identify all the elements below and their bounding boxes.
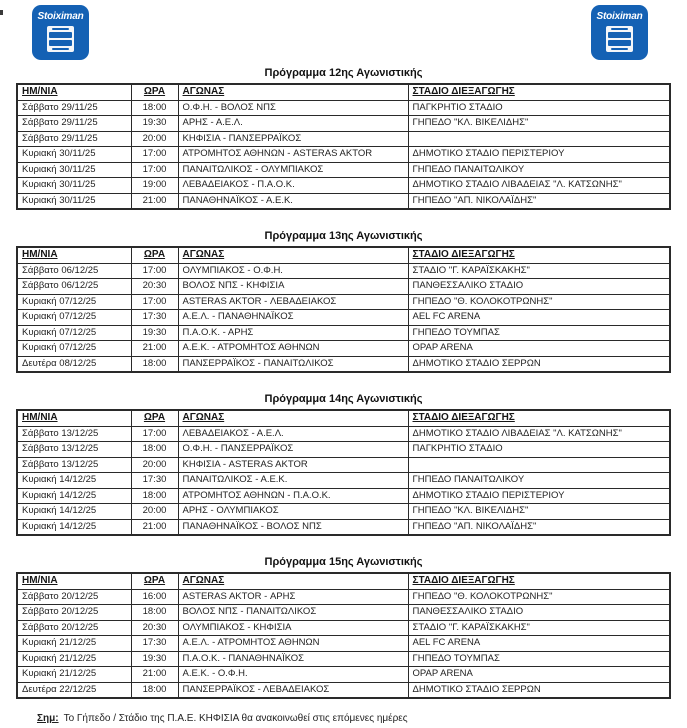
match-match-cell: ΑΤΡΟΜΗΤΟΣ ΑΘΗΝΩΝ - ASTERAS AKTOR xyxy=(178,147,408,163)
match-match-cell: ΟΛΥΜΠΙΑΚΟΣ - Ο.Φ.Η. xyxy=(178,263,408,279)
match-row xyxy=(17,193,670,209)
column-header-venue: ΣΤΑΔΙΟ ΔΙΕΞΑΓΩΓΗΣ xyxy=(408,410,670,426)
match-time-cell: 19:30 xyxy=(131,651,178,667)
match-match-cell: ΠΑΝΑΘΗΝΑΪΚΟΣ - Α.Ε.Κ. xyxy=(178,193,408,209)
match-time-cell: 17:00 xyxy=(131,294,178,310)
match-match-cell: Α.Ε.Κ. - Ο.Φ.Η. xyxy=(178,667,408,683)
match-match-cell: ΠΑΝΣΕΡΡΑΪΚΟΣ - ΠΑΝΑΙΤΩΛΙΚΟΣ xyxy=(178,356,408,372)
match-time-cell: 18:00 xyxy=(131,605,178,621)
match-row xyxy=(17,620,670,636)
match-time-cell: 21:00 xyxy=(131,193,178,209)
column-header-time: ΩΡΑ xyxy=(131,84,178,100)
schedule-table xyxy=(16,409,671,536)
match-venue-cell: ΠΑΝΘΕΣΣΑΛΙΚΟ ΣΤΑΔΙΟ xyxy=(408,605,670,621)
match-row xyxy=(17,178,670,194)
match-match-cell: ΑΡΗΣ - Α.Ε.Λ. xyxy=(178,116,408,132)
match-date-cell: Κυριακή 14/12/25 xyxy=(17,504,131,520)
match-date-cell: Σάββατο 13/12/25 xyxy=(17,426,131,442)
matchday-section xyxy=(0,67,687,210)
column-header-match: ΑΓΩΝΑΣ xyxy=(178,410,408,426)
match-match-cell: Α.Ε.Λ. - ΑΤΡΟΜΗΤΟΣ ΑΘΗΝΩΝ xyxy=(178,636,408,652)
match-venue-cell: ΓΗΠΕΔΟ ΠΑΝΑΙΤΩΛΙΚΟΥ xyxy=(408,162,670,178)
super-league-emblem-icon xyxy=(606,26,633,52)
match-venue-cell: ΠΑΓΚΡΗΤΙΟ ΣΤΑΔΙΟ xyxy=(408,100,670,116)
column-header-time: ΩΡΑ xyxy=(131,573,178,589)
match-venue-cell: ΓΗΠΕΔΟ "ΑΠ. ΝΙΚΟΛΑΪΔΗΣ" xyxy=(408,193,670,209)
match-venue-cell: ΔΗΜΟΤΙΚΟ ΣΤΑΔΙΟ ΣΕΡΡΩΝ xyxy=(408,356,670,372)
match-date-cell: Κυριακή 07/12/25 xyxy=(17,341,131,357)
match-date-cell: Σάββατο 20/12/25 xyxy=(17,620,131,636)
super-league-emblem-icon xyxy=(47,26,74,52)
match-date-cell: Σάββατο 20/12/25 xyxy=(17,589,131,605)
match-match-cell: ΠΑΝΣΕΡΡΑΪΚΟΣ - ΛΕΒΑΔΕΙΑΚΟΣ xyxy=(178,682,408,698)
match-date-cell: Κυριακή 07/12/25 xyxy=(17,294,131,310)
column-header-match: ΑΓΩΝΑΣ xyxy=(178,573,408,589)
section-title: Πρόγραμμα 13ης Αγωνιστικής xyxy=(264,230,423,242)
match-date-cell: Κυριακή 14/12/25 xyxy=(17,519,131,535)
match-venue-cell: ΓΗΠΕΔΟ "ΚΛ. ΒΙΚΕΛΙΔΗΣ" xyxy=(408,116,670,132)
match-match-cell: ΒΟΛΟΣ ΝΠΣ - ΚΗΦΙΣΙΑ xyxy=(178,279,408,295)
match-match-cell: ΛΕΒΑΔΕΙΑΚΟΣ - Π.Α.Ο.Κ. xyxy=(178,178,408,194)
column-header-date: ΗΜ/ΝΙΑ xyxy=(17,573,131,589)
match-date-cell: Κυριακή 21/12/25 xyxy=(17,636,131,652)
match-venue-cell: ΔΗΜΟΤΙΚΟ ΣΤΑΔΙΟ ΠΕΡΙΣΤΕΡΙΟΥ xyxy=(408,147,670,163)
match-time-cell: 18:00 xyxy=(131,356,178,372)
match-row xyxy=(17,605,670,621)
match-venue-cell: ΔΗΜΟΤΙΚΟ ΣΤΑΔΙΟ ΛΙΒΑΔΕΙΑΣ "Λ. ΚΑΤΣΩΝΗΣ" xyxy=(408,178,670,194)
schedule-table xyxy=(16,83,671,210)
column-header-venue: ΣΤΑΔΙΟ ΔΙΕΞΑΓΩΓΗΣ xyxy=(408,247,670,263)
column-header-date: ΗΜ/ΝΙΑ xyxy=(17,84,131,100)
match-row xyxy=(17,325,670,341)
match-date-cell: Κυριακή 07/12/25 xyxy=(17,325,131,341)
match-venue-cell: AEL FC ARENA xyxy=(408,636,670,652)
match-date-cell: Κυριακή 21/12/25 xyxy=(17,667,131,683)
match-date-cell: Κυριακή 14/12/25 xyxy=(17,473,131,489)
column-header-date: ΗΜ/ΝΙΑ xyxy=(17,247,131,263)
match-date-cell: Δευτέρα 08/12/25 xyxy=(17,356,131,372)
match-match-cell: ΒΟΛΟΣ ΝΠΣ - ΠΑΝΑΙΤΩΛΙΚΟΣ xyxy=(178,605,408,621)
match-date-cell: Σάββατο 13/12/25 xyxy=(17,457,131,473)
match-venue-cell: ΔΗΜΟΤΙΚΟ ΣΤΑΔΙΟ ΣΕΡΡΩΝ xyxy=(408,682,670,698)
match-row xyxy=(17,147,670,163)
match-time-cell: 18:00 xyxy=(131,488,178,504)
match-time-cell: 17:00 xyxy=(131,263,178,279)
match-date-cell: Σάββατο 29/11/25 xyxy=(17,100,131,116)
match-match-cell: ΠΑΝΑΙΤΩΛΙΚΟΣ - ΟΛΥΜΠΙΑΚΟΣ xyxy=(178,162,408,178)
match-row xyxy=(17,294,670,310)
stoiximan-wordmark: Stoiximan xyxy=(37,11,84,22)
column-header-match: ΑΓΩΝΑΣ xyxy=(178,247,408,263)
match-match-cell: ΠΑΝΑΘΗΝΑΪΚΟΣ - ΒΟΛΟΣ ΝΠΣ xyxy=(178,519,408,535)
match-time-cell: 18:00 xyxy=(131,100,178,116)
match-row xyxy=(17,100,670,116)
match-date-cell: Κυριακή 30/11/25 xyxy=(17,162,131,178)
match-date-cell: Δευτέρα 22/12/25 xyxy=(17,682,131,698)
match-match-cell: ΛΕΒΑΔΕΙΑΚΟΣ - Α.Ε.Λ. xyxy=(178,426,408,442)
match-match-cell: ΑΡΗΣ - ΟΛΥΜΠΙΑΚΟΣ xyxy=(178,504,408,520)
match-date-cell: Κυριακή 14/12/25 xyxy=(17,488,131,504)
column-header-venue: ΣΤΑΔΙΟ ΔΙΕΞΑΓΩΓΗΣ xyxy=(408,84,670,100)
match-row xyxy=(17,519,670,535)
match-date-cell: Κυριακή 21/12/25 xyxy=(17,651,131,667)
table-header-row xyxy=(17,410,670,426)
match-time-cell: 20:00 xyxy=(131,131,178,147)
match-date-cell: Σάββατο 20/12/25 xyxy=(17,605,131,621)
match-match-cell: ΠΑΝΑΙΤΩΛΙΚΟΣ - Α.Ε.Κ. xyxy=(178,473,408,489)
match-time-cell: 19:00 xyxy=(131,178,178,194)
match-match-cell: Α.Ε.Κ. - ΑΤΡΟΜΗΤΟΣ ΑΘΗΝΩΝ xyxy=(178,341,408,357)
section-title: Πρόγραμμα 14ης Αγωνιστικής xyxy=(264,393,423,405)
match-match-cell: Π.Α.Ο.Κ. - ΠΑΝΑΘΗΝΑΪΚΟΣ xyxy=(178,651,408,667)
match-match-cell: Α.Ε.Λ. - ΠΑΝΑΘΗΝΑΪΚΟΣ xyxy=(178,310,408,326)
table-header-row xyxy=(17,84,670,100)
match-date-cell: Σάββατο 29/11/25 xyxy=(17,116,131,132)
match-venue-cell: OPAP ARENA xyxy=(408,341,670,357)
match-match-cell: ΚΗΦΙΣΙΑ - ASTERAS AKTOR xyxy=(178,457,408,473)
column-header-match: ΑΓΩΝΑΣ xyxy=(178,84,408,100)
match-row xyxy=(17,682,670,698)
column-header-date: ΗΜ/ΝΙΑ xyxy=(17,410,131,426)
match-venue-cell xyxy=(408,457,670,473)
stoiximan-logo-right xyxy=(591,5,648,60)
column-header-venue: ΣΤΑΔΙΟ ΔΙΕΞΑΓΩΓΗΣ xyxy=(408,573,670,589)
match-match-cell: ΑΤΡΟΜΗΤΟΣ ΑΘΗΝΩΝ - Π.Α.Ο.Κ. xyxy=(178,488,408,504)
match-venue-cell: ΓΗΠΕΔΟ ΠΑΝΑΙΤΩΛΙΚΟΥ xyxy=(408,473,670,489)
match-match-cell: ΟΛΥΜΠΙΑΚΟΣ - ΚΗΦΙΣΙΑ xyxy=(178,620,408,636)
matchday-section xyxy=(0,230,687,373)
match-row xyxy=(17,310,670,326)
match-row xyxy=(17,488,670,504)
scan-artifact-mark xyxy=(0,10,3,15)
match-venue-cell: ΓΗΠΕΔΟ "ΚΛ. ΒΙΚΕΛΙΔΗΣ" xyxy=(408,504,670,520)
matchday-sections xyxy=(0,67,687,699)
match-row xyxy=(17,504,670,520)
match-row xyxy=(17,263,670,279)
match-venue-cell: ΓΗΠΕΔΟ "ΑΠ. ΝΙΚΟΛΑΪΔΗΣ" xyxy=(408,519,670,535)
footnote-text: Το Γήπεδο / Στάδιο της Π.Α.Ε. ΚΗΦΙΣΙΑ θα ανακοινωθεί στις επόμενες ημέρες xyxy=(63,713,408,724)
column-header-time: ΩΡΑ xyxy=(131,247,178,263)
match-row xyxy=(17,651,670,667)
match-venue-cell xyxy=(408,131,670,147)
match-row xyxy=(17,667,670,683)
match-row xyxy=(17,442,670,458)
match-time-cell: 20:30 xyxy=(131,279,178,295)
match-row xyxy=(17,426,670,442)
match-time-cell: 17:30 xyxy=(131,310,178,326)
match-venue-cell: ΓΗΠΕΔΟ "Θ. ΚΟΛΟΚΟΤΡΩΝΗΣ" xyxy=(408,589,670,605)
match-row xyxy=(17,279,670,295)
matchday-section xyxy=(0,393,687,536)
match-time-cell: 20:30 xyxy=(131,620,178,636)
match-row xyxy=(17,341,670,357)
match-row xyxy=(17,131,670,147)
schedule-table xyxy=(16,572,671,699)
match-venue-cell: ΓΗΠΕΔΟ ΤΟΥΜΠΑΣ xyxy=(408,325,670,341)
table-header-row xyxy=(17,247,670,263)
match-time-cell: 17:30 xyxy=(131,473,178,489)
match-venue-cell: ΓΗΠΕΔΟ "Θ. ΚΟΛΟΚΟΤΡΩΝΗΣ" xyxy=(408,294,670,310)
stoiximan-logo-left xyxy=(32,5,89,60)
match-venue-cell: ΔΗΜΟΤΙΚΟ ΣΤΑΔΙΟ ΠΕΡΙΣΤΕΡΙΟΥ xyxy=(408,488,670,504)
match-time-cell: 17:00 xyxy=(131,426,178,442)
match-venue-cell: ΔΗΜΟΤΙΚΟ ΣΤΑΔΙΟ ΛΙΒΑΔΕΙΑΣ "Λ. ΚΑΤΣΩΝΗΣ" xyxy=(408,426,670,442)
match-time-cell: 18:00 xyxy=(131,442,178,458)
match-match-cell: Π.Α.Ο.Κ. - ΑΡΗΣ xyxy=(178,325,408,341)
match-venue-cell: AEL FC ARENA xyxy=(408,310,670,326)
section-title: Πρόγραμμα 15ης Αγωνιστικής xyxy=(264,556,423,568)
match-venue-cell: ΓΗΠΕΔΟ ΤΟΥΜΠΑΣ xyxy=(408,651,670,667)
match-time-cell: 17:00 xyxy=(131,147,178,163)
stoiximan-wordmark: Stoiximan xyxy=(596,11,643,22)
match-date-cell: Κυριακή 07/12/25 xyxy=(17,310,131,326)
match-venue-cell: ΣΤΑΔΙΟ "Γ. ΚΑΡΑΪΣΚΑΚΗΣ" xyxy=(408,620,670,636)
column-header-time: ΩΡΑ xyxy=(131,410,178,426)
match-row xyxy=(17,162,670,178)
matchday-section xyxy=(0,556,687,699)
table-header-row xyxy=(17,573,670,589)
match-match-cell: Ο.Φ.Η. - ΒΟΛΟΣ ΝΠΣ xyxy=(178,100,408,116)
match-date-cell: Σάββατο 29/11/25 xyxy=(17,131,131,147)
match-match-cell: ASTERAS AKTOR - ΑΡΗΣ xyxy=(178,589,408,605)
section-title: Πρόγραμμα 12ης Αγωνιστικής xyxy=(264,67,423,79)
match-row xyxy=(17,589,670,605)
match-time-cell: 20:00 xyxy=(131,504,178,520)
match-row xyxy=(17,116,670,132)
match-time-cell: 16:00 xyxy=(131,589,178,605)
match-time-cell: 21:00 xyxy=(131,667,178,683)
match-row xyxy=(17,457,670,473)
match-match-cell: Ο.Φ.Η. - ΠΑΝΣΕΡΡΑΪΚΟΣ xyxy=(178,442,408,458)
match-time-cell: 18:00 xyxy=(131,682,178,698)
match-match-cell: ΚΗΦΙΣΙΑ - ΠΑΝΣΕΡΡΑΪΚΟΣ xyxy=(178,131,408,147)
match-venue-cell: ΣΤΑΔΙΟ "Γ. ΚΑΡΑΪΣΚΑΚΗΣ" xyxy=(408,263,670,279)
match-date-cell: Κυριακή 30/11/25 xyxy=(17,193,131,209)
match-time-cell: 21:00 xyxy=(131,341,178,357)
match-date-cell: Σάββατο 06/12/25 xyxy=(17,279,131,295)
match-time-cell: 20:00 xyxy=(131,457,178,473)
match-venue-cell: ΠΑΓΚΡΗΤΙΟ ΣΤΑΔΙΟ xyxy=(408,442,670,458)
match-time-cell: 19:30 xyxy=(131,325,178,341)
match-date-cell: Κυριακή 30/11/25 xyxy=(17,147,131,163)
schedule-table xyxy=(16,246,671,373)
match-time-cell: 17:00 xyxy=(131,162,178,178)
match-date-cell: Σάββατο 06/12/25 xyxy=(17,263,131,279)
match-time-cell: 19:30 xyxy=(131,116,178,132)
match-row xyxy=(17,636,670,652)
match-row xyxy=(17,473,670,489)
footnote-label: Σημ: xyxy=(37,713,59,724)
header-logos xyxy=(0,0,687,60)
match-match-cell: ASTERAS AKTOR - ΛΕΒΑΔΕΙΑΚΟΣ xyxy=(178,294,408,310)
match-venue-cell: ΠΑΝΘΕΣΣΑΛΙΚΟ ΣΤΑΔΙΟ xyxy=(408,279,670,295)
match-row xyxy=(17,356,670,372)
footnote xyxy=(37,713,687,724)
match-time-cell: 17:30 xyxy=(131,636,178,652)
match-date-cell: Κυριακή 30/11/25 xyxy=(17,178,131,194)
match-date-cell: Σάββατο 13/12/25 xyxy=(17,442,131,458)
match-time-cell: 21:00 xyxy=(131,519,178,535)
match-venue-cell: OPAP ARENA xyxy=(408,667,670,683)
